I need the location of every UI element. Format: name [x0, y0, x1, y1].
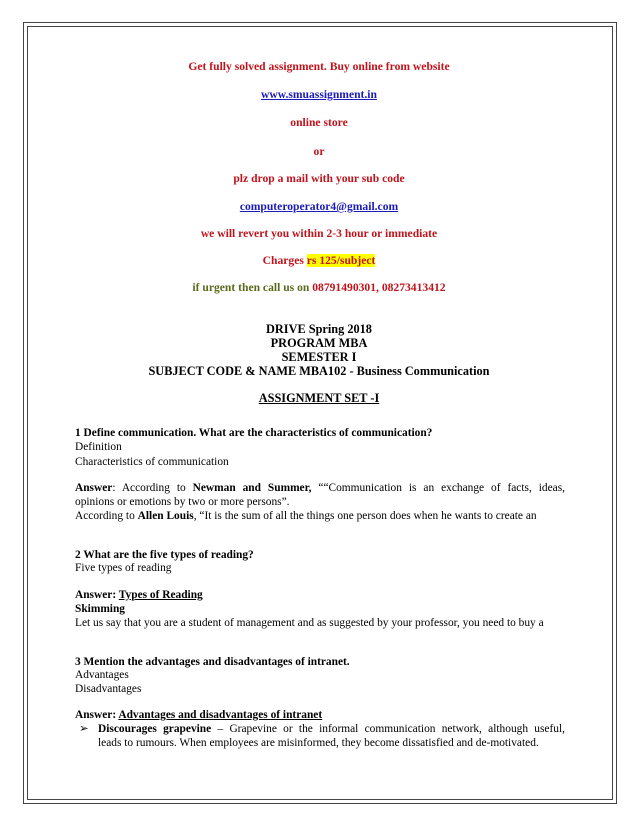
- q3-answer-heading: [75, 708, 565, 722]
- q3-sub-advantages: Advantages: [75, 669, 129, 681]
- assignment-set-title: ASSIGNMENT SET -I: [258, 391, 380, 405]
- drive-title: DRIVE Spring 2018: [266, 322, 372, 336]
- q1-answer-line-3: [75, 509, 565, 523]
- q3-answer-label: Answer:: [75, 709, 117, 721]
- phone-1: 08791490301,: [312, 281, 379, 294]
- q1-answer-l3-quote: , “It is the sum of all the things one person does when he wants to create an: [193, 510, 537, 522]
- q1-answer-line-2: opinions or emotions by two or more persons”.: [75, 496, 290, 508]
- email-link-row: [0, 200, 638, 214]
- semester-title: SEMESTER I: [281, 350, 357, 364]
- promo-headline: Get fully solved assignment. Buy online from website: [188, 60, 450, 73]
- q1-answer-l3-author: Allen Louis: [137, 510, 194, 522]
- q2-answer-label: Answer:: [75, 589, 117, 601]
- q1-answer-intro: : According to: [112, 482, 186, 494]
- q3-answer-title: Advantages and disadvantages of intranet: [118, 709, 323, 721]
- q1-answer-authors: Newman and Summer,: [192, 482, 312, 494]
- q2-sub-five-types: Five types of reading: [75, 562, 172, 574]
- q2-answer-heading: [75, 588, 565, 602]
- urgent-row: [0, 281, 638, 295]
- mail-instruction: plz drop a mail with your sub code: [233, 172, 405, 185]
- q3-question: 3 Mention the advantages and disadvantages of intranet.: [75, 656, 350, 668]
- subject-title: SUBJECT CODE & NAME MBA102 - Business Communication: [148, 364, 490, 378]
- q3-bullet-line-2: leads to rumours. When employees are misinformed, they become dissatisfied and de-motivated.: [98, 737, 539, 749]
- q3-bullet-line-1: [98, 722, 565, 736]
- website-link[interactable]: www.smuassignment.in: [261, 88, 377, 101]
- charges-row: [0, 254, 638, 268]
- q1-sub-characteristics: Characteristics of communication: [75, 456, 229, 468]
- urgent-label: if urgent then call us on: [192, 281, 310, 294]
- q1-answer-quote: ““Communication is an exchange of facts, ideas,: [318, 482, 565, 494]
- q1-answer-l3-intro: According to: [75, 510, 135, 522]
- q3-sub-disadvantages: Disadvantages: [75, 683, 142, 695]
- q3-bullet-title: Discourages grapevine: [98, 723, 212, 735]
- q3-bullet-text-1: – Grapevine or the informal communication network, although useful,: [217, 723, 565, 735]
- q1-answer-line-1: [75, 481, 565, 495]
- email-link[interactable]: computeroperator4@gmail.com: [239, 200, 399, 213]
- q1-sub-definition: Definition: [75, 441, 122, 453]
- arrow-bullet-icon: ➢: [79, 723, 89, 735]
- online-store-text: online store: [290, 116, 348, 129]
- charges-value: rs 125/subject: [306, 254, 376, 267]
- website-link-row: [0, 88, 638, 102]
- phone-2: 08273413412: [381, 281, 446, 294]
- or-text: or: [313, 145, 325, 158]
- q2-skimming-heading: Skimming: [75, 603, 126, 615]
- assignment-set-row: [0, 391, 638, 405]
- q2-answer-title: Types of Reading: [118, 589, 203, 601]
- q2-skimming-text: Let us say that you are a student of management and as suggested by your professor, you need to buy a: [75, 617, 544, 629]
- q2-question: 2 What are the five types of reading?: [75, 549, 254, 561]
- revert-text: we will revert you within 2-3 hour or immediate: [200, 227, 438, 240]
- charges-label: Charges: [262, 254, 304, 267]
- q1-question: 1 Define communication. What are the characteristics of communication?: [75, 427, 433, 439]
- program-title: PROGRAM MBA: [270, 336, 368, 350]
- q1-answer-label: Answer: [75, 482, 113, 494]
